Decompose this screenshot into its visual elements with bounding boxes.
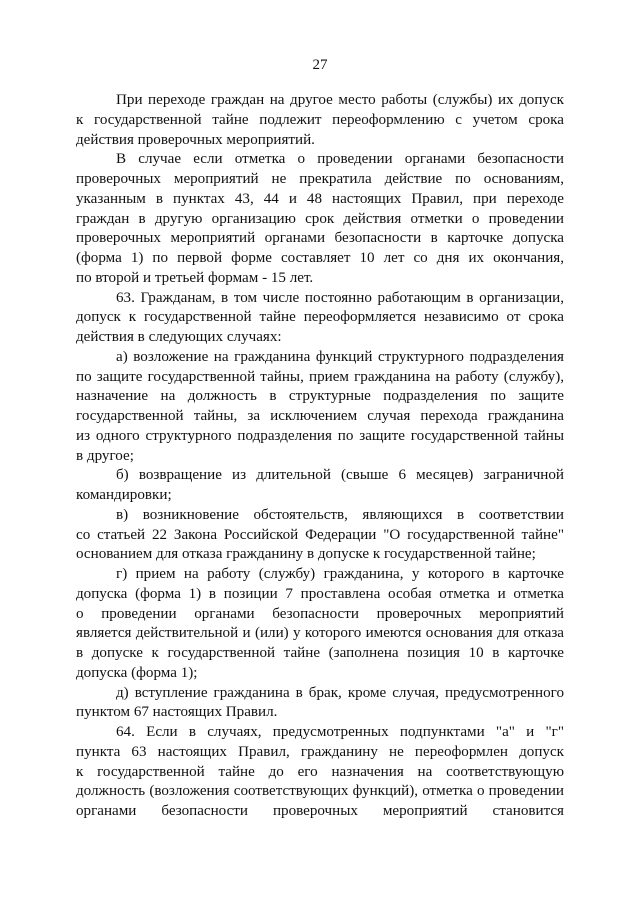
text-line: о проведении органами безопасности проверочных мероприятий xyxy=(76,605,564,622)
text-line: допуск к государственной тайне переоформляется независимо от срока xyxy=(76,309,564,326)
text-line: основанием для отказа гражданину в допуске к государственной тайне; xyxy=(76,546,536,563)
text-line: органами безопасности проверочных мероприятий становится xyxy=(76,803,564,819)
text-line: г) прием на работу (службу) гражданина, у которого в карточке xyxy=(116,566,564,582)
paragraph xyxy=(76,723,564,822)
text-line: к государственной тайне подлежит переоформлению с учетом срока xyxy=(76,111,564,128)
paragraph xyxy=(76,348,564,467)
text-line: со статьей 22 Закона Российской Федерации "О государственной тайне" xyxy=(76,526,564,543)
text-line: из одного структурного подразделения по защите государственной тайны xyxy=(76,427,564,444)
text-line: к государственной тайне до его назначения на соответствующую xyxy=(76,763,564,780)
text-line: в другое; xyxy=(76,447,134,464)
text-line: указанным в пунктах 43, 44 и 48 настоящих Правил, при переходе xyxy=(76,190,564,207)
text-line: проверочных мероприятий органами безопасности в карточке допуска xyxy=(76,230,564,247)
text-line: 63. Гражданам, в том числе постоянно работающим в организации, xyxy=(116,289,564,306)
paragraph xyxy=(76,684,564,724)
paragraph xyxy=(76,289,564,348)
paragraph xyxy=(76,506,564,565)
text-line: б) возвращение из длительной (свыше 6 месяцев) заграничной xyxy=(116,467,564,484)
text-line: пункта 63 настоящих Правил, гражданину не переоформлен допуск xyxy=(76,743,564,760)
page-number: 27 xyxy=(312,57,328,73)
text-line: действия в следующих случаях: xyxy=(76,329,282,345)
document-body xyxy=(76,91,564,822)
text-line: в допуске к государственной тайне (заполнена позиция 10 в карточке xyxy=(76,645,564,661)
text-line: При переходе граждан на другое место работы (службы) их допуск xyxy=(116,92,564,108)
text-line: допуска (форма 1) в позиции 7 проставлена особая отметка и отметка xyxy=(76,585,564,602)
text-line: государственной тайны, за исключением случая перехода гражданина xyxy=(76,408,564,424)
text-line: а) возложение на гражданина функций структурного подразделения xyxy=(116,348,564,365)
text-line: проверочных мероприятий не прекратила действие по основаниям, xyxy=(76,171,564,187)
text-line: (форма 1) по первой форме составляет 10 лет со дня их окончания, xyxy=(76,250,564,266)
text-line: по второй и третьей формам - 15 лет. xyxy=(76,269,314,286)
text-line: по защите государственной тайны, прием гражданина на работу (службу), xyxy=(76,368,564,385)
paragraph xyxy=(76,565,564,684)
text-line: должность (возложения соответствующих функций), отметка о проведении xyxy=(76,783,564,800)
text-line: 64. Если в случаях, предусмотренных подпунктами "а" и "г" xyxy=(116,724,564,740)
text-line: командировки; xyxy=(76,487,172,503)
text-line: в) возникновение обстоятельств, являющихся в соответствии xyxy=(116,506,564,523)
text-line: назначение на должность в структурные подразделения по защите xyxy=(76,388,564,405)
paragraph xyxy=(76,466,564,506)
text-line: пунктом 67 настоящих Правил. xyxy=(76,704,278,721)
paragraph xyxy=(76,91,564,150)
text-line: допуска (форма 1); xyxy=(76,664,198,681)
text-line: д) вступление гражданина в брак, кроме случая, предусмотренного xyxy=(116,684,564,701)
text-line: граждан в другую организацию срок действия отметки о проведении xyxy=(76,210,564,227)
text-line: действия проверочных мероприятий. xyxy=(76,131,315,148)
paragraph xyxy=(76,150,564,288)
text-line: В случае если отметка о проведении органами безопасности xyxy=(116,151,564,168)
text-line: является действительной и (или) у которого имеются основания для отказа xyxy=(76,625,564,642)
